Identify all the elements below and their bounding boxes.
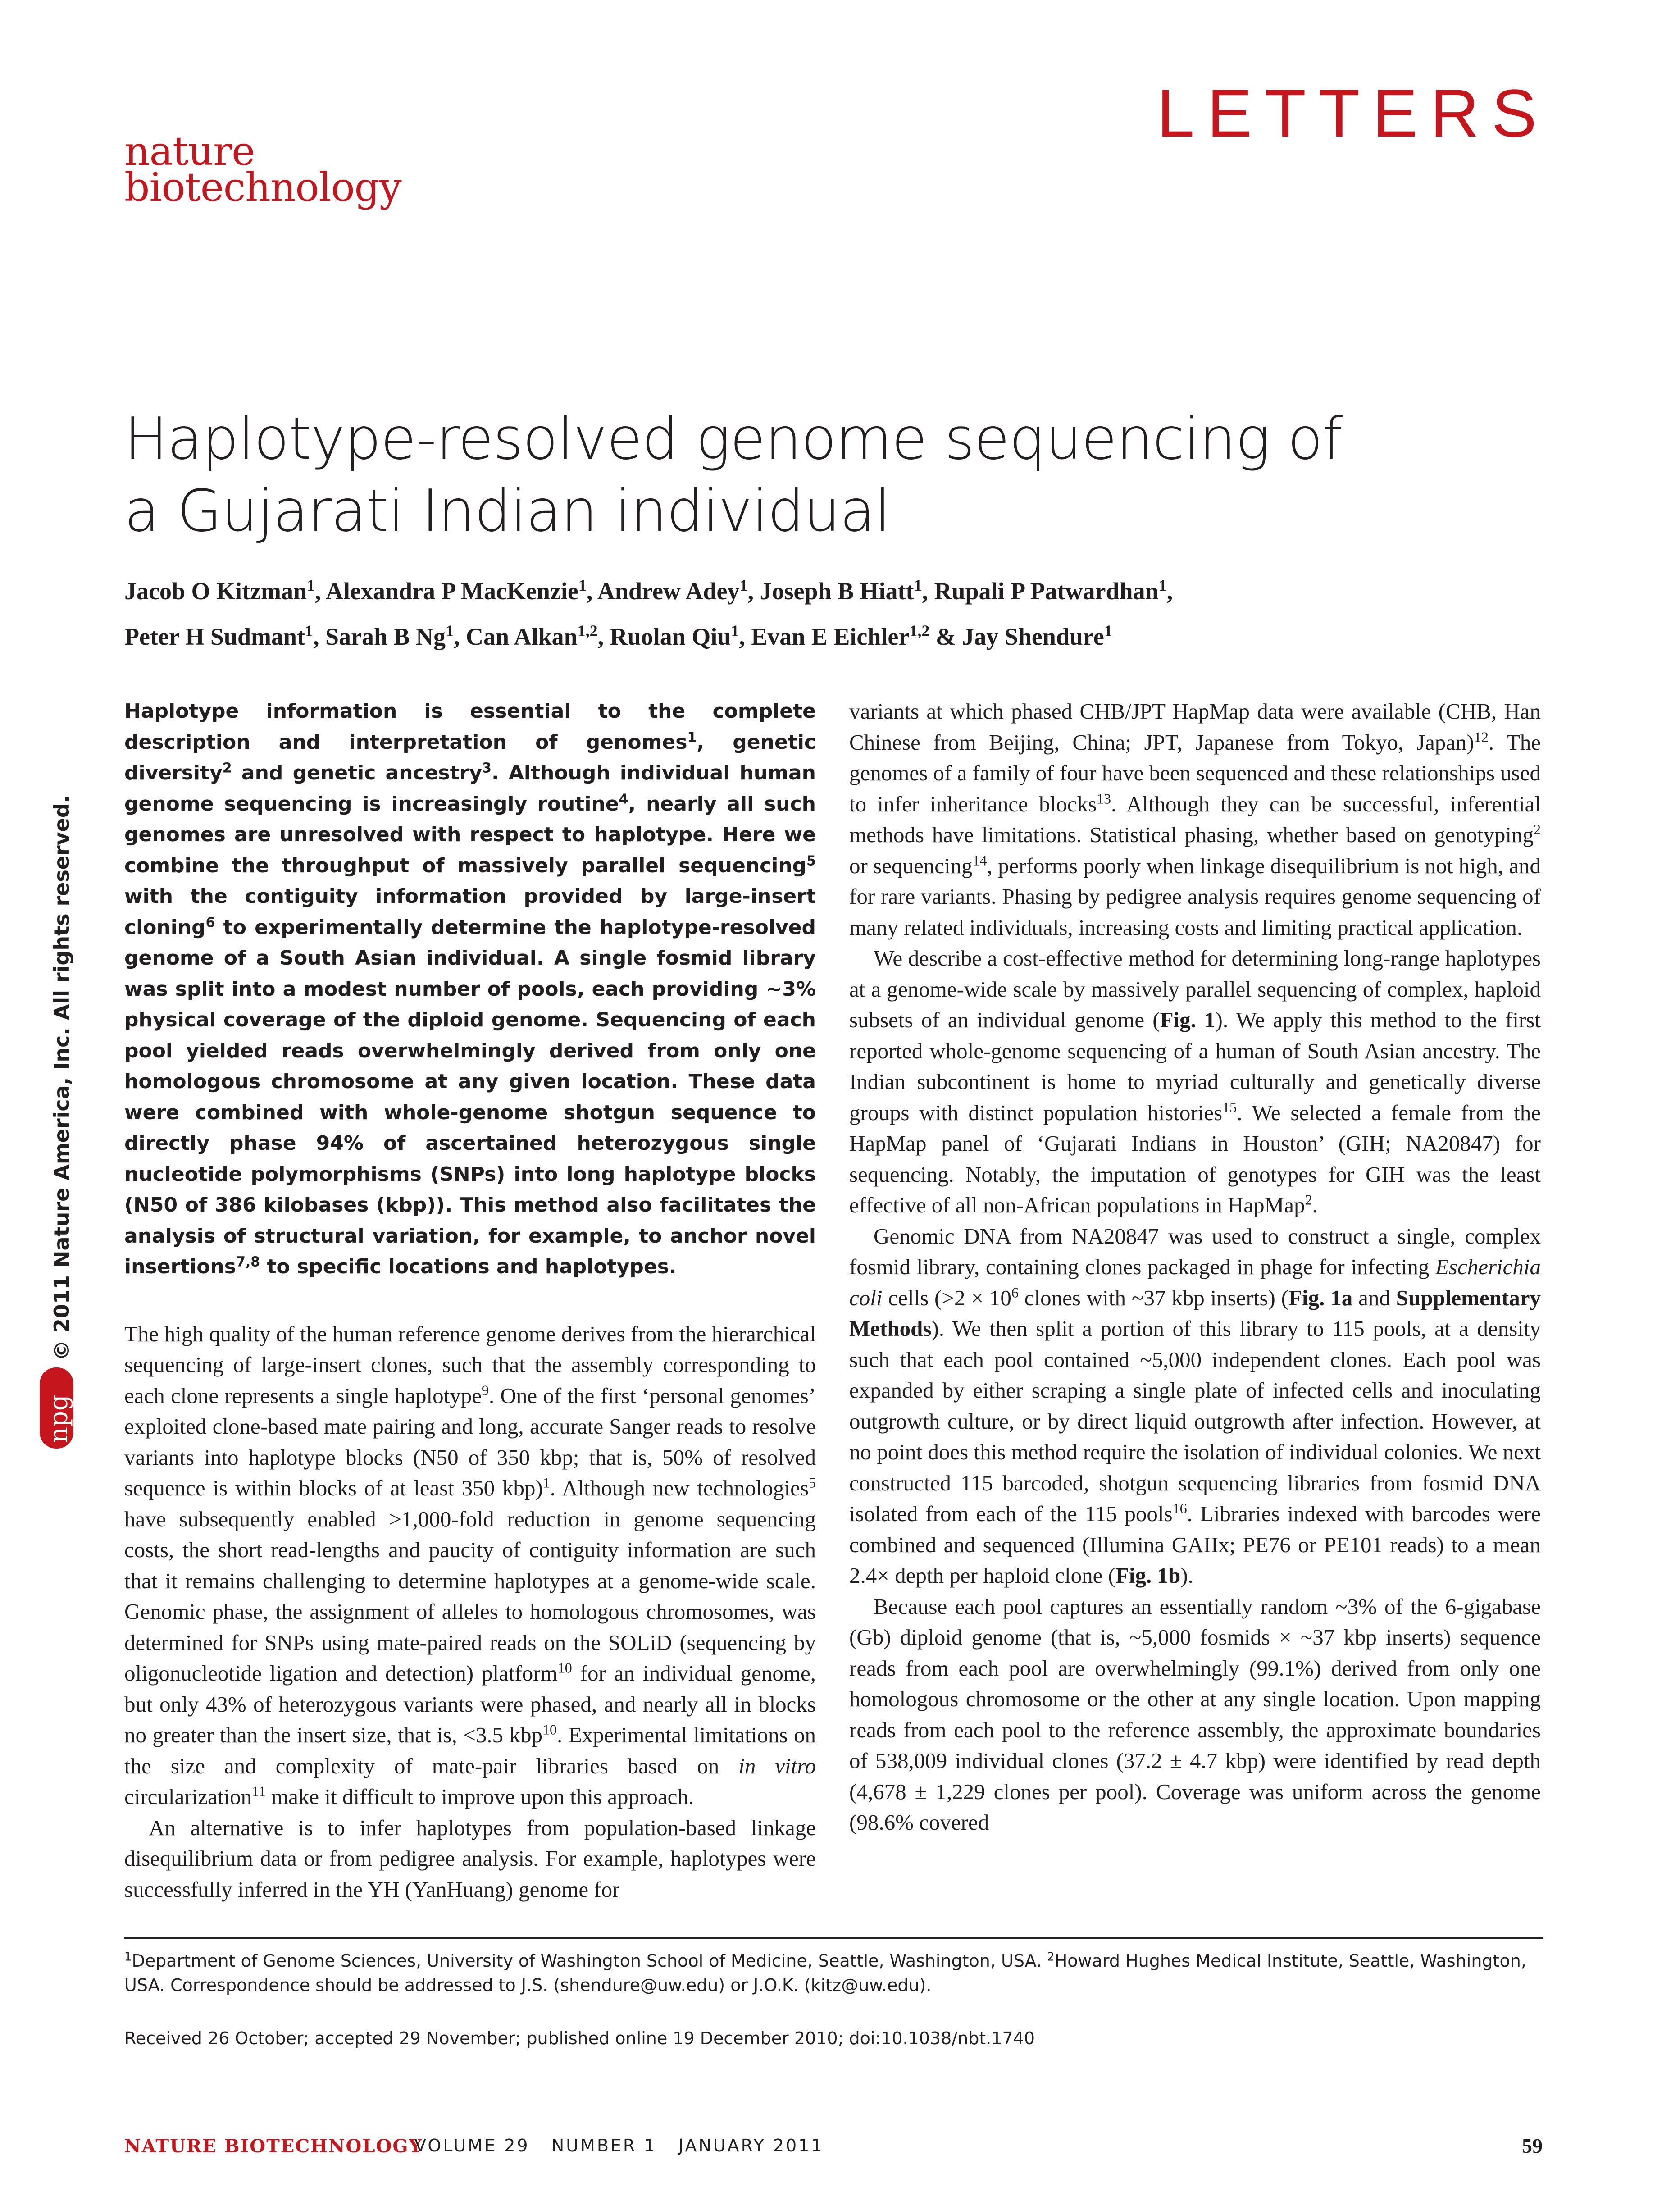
journal-logo [124, 128, 401, 210]
title-line-1: Haplotype-resolved genome sequencing of [124, 406, 1343, 473]
body-paragraph: The high quality of the human reference genome derives from the hierarchical sequencing of large-insert clones, such that the assembly corresponding to each clone represents a single haplotype$^9$. One of the first ‘personal genomes’ exploited clone-based mate pairing and long, accurate Sanger reads to resolve variants into haplotype blocks (N50 of 350 kbp; that is, 50% of resolved sequence is within blocks of at least 350 kbp)$^1$. Although new technologies$^5$ have subsequently enabled >1,000-fold reduction in genome sequencing costs, the short read-lengths and paucity of contiguity information are such that it remains challenging to determine haplotypes at a genome-wide scale. Genomic phase, the assignment of alleles to homologous chromosomes, was determined for SNPs using mate-paired reads on the SOLiD (sequencing by oligonucleotide ligation and detection) platform$^{10}$ for an individual genome, but only 43% of heterozygous variants were phased, and nearly all in blocks no greater than the insert size, that is, <3.5 kbp$^{10}$. Experimental limitations on the size and complexity of mate-pair libraries based on in vitro circularization$^{11}$ make it difficult to improve upon this approach. [124, 1321, 816, 1809]
npg-logo-text: npg [44, 1394, 73, 1443]
footer-journal-name: NATURE BIOTECHNOLOGY [124, 2136, 423, 2157]
affiliations [124, 1949, 1543, 1997]
affiliation-marker-2: 2 [1047, 1950, 1055, 1964]
body-paragraph: variants at which phased CHB/JPT HapMap data were available (CHB, Han Chinese from Beijing, China; JPT, Japanese from Tokyo, Japan)$^{12}$. The genomes of a family of four have been sequenced and these relationships used to infer inheritance blocks$^{13}$. Although they can be successful, inferential methods have limitations. Statistical phasing, whether based on genotyping$^2$ or sequencing$^{14}$, performs poorly when linkage disequilibrium is not high, and for rare variants. Phasing by pedigree analysis requires genome sequencing of many related individuals, increasing costs and limiting practical application. [849, 699, 1541, 940]
section-label: LETTERS [1156, 75, 1549, 151]
left-column [124, 696, 816, 1905]
right-column [849, 696, 1541, 1838]
footer-issue-info: VOLUME 29 NUMBER 1 JANUARY 2011 [414, 2136, 824, 2155]
affiliation-1: Department of Genome Sciences, University of Washington School of Medicine, Seattle, Washington, USA. [132, 1951, 1047, 1971]
copyright-sidebar [41, 739, 90, 1460]
body-paragraph: An alternative is to infer haplotypes from population-based linkage disequilibrium data or from pedigree analysis. For example, haplotypes were successfully inferred in the YH (YanHuang) genome for [124, 1815, 816, 1902]
journal-logo-line1: nature [124, 128, 255, 174]
journal-logo-line2: biotechnology [124, 164, 401, 210]
body-paragraph: Because each pool captures an essentially random ~3% of the 6-gigabase (Gb) diploid genome (that is, ~5,000 fosmids × ~37 kbp inserts) sequence reads from each pool are overwhelmingly (99.1%) derived from only one homologous chromosome or the other at any single location. Upon mapping reads from each pool to the reference assembly, the approximate boundaries of 538,009 individual clones (37.2 ± 4.7 kbp) were identified by read depth (4,678 ± 1,229 clones per pool). Coverage was uniform across the genome (98.6% covered [849, 1594, 1541, 1835]
footnote-divider [124, 1937, 1543, 1939]
body-paragraph: We describe a cost-effective method for determining long-range haplotypes at a genome-wide scale by massively parallel sequencing of complex, haploid subsets of an individual genome (Fig. 1). We apply this method to the first reported whole-genome sequencing of a human of South Asian ancestry. The Indian subcontinent is home to myriad culturally and genetically diverse groups with distinct population histories$^{15}$. We selected a female from the HapMap panel of ‘Gujarati Indians in Houston’ (GIH; NA20847) for sequencing. Notably, the imputation of genotypes for GIH was the least effective of all non-African populations in HapMap$^2$. [849, 946, 1541, 1217]
author-list: Jacob O Kitzman$^1$, Alexandra P MacKenzie$^1$, Andrew Adey$^1$, Joseph B Hiatt$^1$, Rupali P Patwardhan$^1$, Peter H Sudmant$^1$, Sarah B Ng$^1$, Can Alkan$^{1,2}$, Ruolan Qiu$^1$, Evan E Eichler$^{1,2}$ & Jay Shendure$^1$ [124, 576, 1173, 650]
npg-logo [40, 1367, 73, 1449]
affiliation-2: Howard Hughes Medical Institute, Seattle, Washington, USA. Correspondence should be addressed to J.S. (shendure@uw.edu) or J.O.K. (kitz@uw.edu). [124, 1951, 1526, 1995]
title-line-2: a Gujarati Indian individual [124, 478, 891, 545]
copyright-notice: © 2011 Nature America, Inc. All rights reserved. [50, 795, 74, 1361]
page-number: 59 [1522, 2134, 1543, 2157]
article-title [124, 403, 1521, 547]
affiliation-marker-1: 1 [124, 1950, 132, 1964]
abstract: Haplotype information is essential to the complete description and interpretation of genomes$^1$, genetic diversity$^2$ and genetic ancestry$^3$. Although individual human genome sequencing is increasingly routine$^4$, nearly all such genomes are unresolved with respect to haplotype. Here we combine the throughput of massively parallel sequencing$^5$ with the contiguity information provided by large-insert cloning$^6$ to experimentally determine the haplotype-resolved genome of a South Asian individual. A single fosmid library was split into a modest number of pools, each providing ~3% physical coverage of the diploid genome. Sequencing of each pool yielded reads overwhelmingly derived from only one homologous chromosome at any given location. These data were combined with whole-genome shotgun sequence to directly phase 94% of ascertained heterozygous single nucleotide polymorphisms (SNPs) into long haplotype blocks (N50 of 386 kilobases (kbp)). This method also facilitates the analysis of structural variation, for example, to anchor novel insertions$^{7,8}$ to specific locations and haplotypes. [124, 700, 816, 1278]
received-dates: Received 26 October; accepted 29 November; published online 19 December 2010; doi:10.1038/nbt.1740 [124, 2028, 1035, 2048]
body-paragraph: Genomic DNA from NA20847 was used to construct a single, complex fosmid library, containing clones packaged in phage for infecting Escherichia coli cells ($>2 \times 10^6$ clones with ~37 kbp inserts) (Fig. 1a and Supplementary Methods). We then split a portion of this library to 115 pools, at a density such that each pool contained ~5,000 independent clones. Each pool was expanded by either scraping a single plate of infected cells and inoculating outgrowth culture, or by direct liquid outgrowth after infection. However, at no point does this method require the isolation of individual colonies. We next constructed 115 barcoded, shotgun sequencing libraries from fosmid DNA isolated from each of the 115 pools$^{16}$. Libraries indexed with barcodes were combined and sequenced (Illumina GAIIx; PE76 or PE101 reads) to a mean 2.4× depth per haploid clone (Fig. 1b). [849, 1223, 1541, 1588]
